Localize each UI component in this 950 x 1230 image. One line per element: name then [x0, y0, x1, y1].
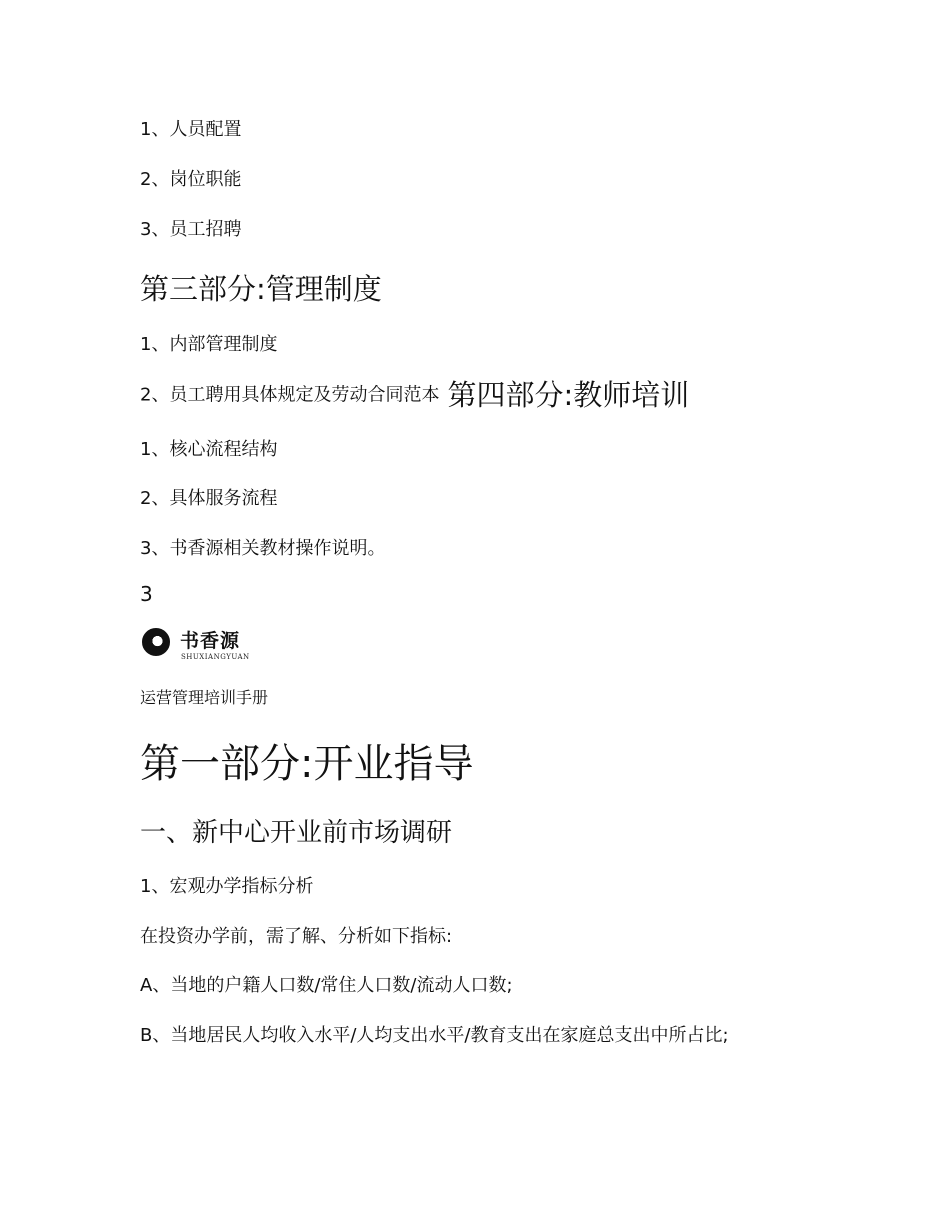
part4-heading: 第四部分:教师培训	[447, 378, 690, 412]
part3-heading: 第三部分:管理制度	[140, 272, 382, 306]
part1-heading: 第一部分:开业指导	[140, 741, 474, 787]
indicator-b: B、当地居民人均收入水平/人均支出水平/教育支出在家庭总支出中所占比;	[140, 1025, 729, 1046]
logo-subtitle: SHUXIANGYUAN	[181, 653, 250, 661]
part4-item-3: 3、书香源相关教材操作说明。	[140, 538, 386, 559]
part4-item-1: 1、核心流程结构	[140, 439, 278, 460]
logo-ring-icon	[142, 628, 170, 656]
staff-item-2: 2、岗位职能	[140, 169, 242, 190]
staff-item-3: 3、员工招聘	[140, 219, 242, 240]
staff-item-1: 1、人员配置	[140, 119, 242, 140]
manual-title: 运营管理培训手册	[140, 688, 269, 707]
part1-intro: 在投资办学前，需了解、分析如下指标:	[140, 926, 453, 947]
page-number: 3	[140, 582, 153, 606]
part4-item-2: 2、具体服务流程	[140, 488, 278, 509]
part3-item-2: 2、员工聘用具体规定及劳动合同范本	[140, 384, 440, 406]
part3-item-1: 1、内部管理制度	[140, 334, 278, 355]
logo-name: 书香源	[180, 630, 241, 652]
part3-item-2-row	[140, 378, 689, 413]
part1-subsection-heading: 1、宏观办学指标分析	[140, 876, 314, 897]
part1-section-heading: 一、新中心开业前市场调研	[140, 818, 453, 848]
brand-logo	[140, 626, 258, 666]
indicator-a: A、当地的户籍人口数/常住人口数/流动人口数;	[140, 975, 513, 996]
